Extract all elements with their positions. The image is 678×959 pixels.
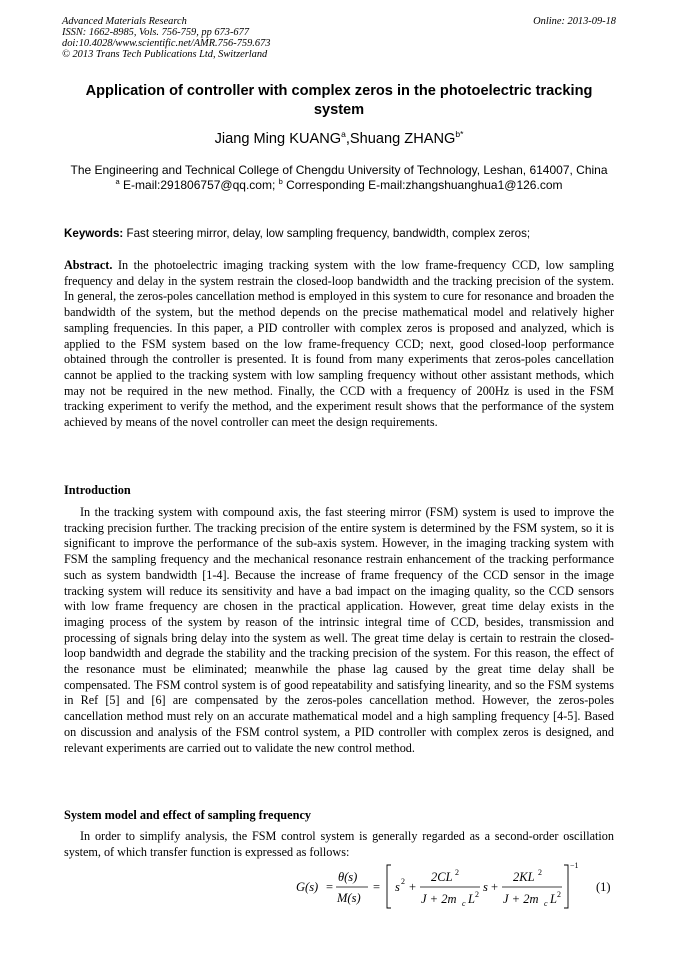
eq-den-2-sub: c bbox=[462, 899, 466, 908]
journal-name: Advanced Materials Research bbox=[62, 16, 187, 27]
author-1-affil-mark: a bbox=[341, 129, 346, 139]
eq-den-3-exp: 2 bbox=[557, 890, 561, 899]
copyright-line: © 2013 Trans Tech Publications Ltd, Switzerland bbox=[62, 49, 268, 60]
online-date: Online: 2013-09-18 bbox=[533, 16, 616, 27]
author-2: Shuang ZHANG bbox=[349, 131, 456, 147]
author-line bbox=[70, 130, 608, 148]
eq-s-squared: 2 bbox=[401, 877, 405, 886]
eq-s-term: s bbox=[483, 880, 488, 894]
author-separator: , bbox=[345, 131, 350, 147]
eq-equals-1: = bbox=[326, 880, 334, 894]
eq-left-bracket bbox=[387, 865, 391, 908]
email-line bbox=[64, 178, 614, 193]
eq-den-2-exp: 2 bbox=[475, 890, 479, 899]
introduction-paragraph: In the tracking system with compound axis, the fast steering mirror (FSM) system is used to improve the tracking precision further. The tracking precision of the entire system is determined by the FSM system, so it is significant to improve the performance of the sub-axis system. However, in the imaging tracking system with FSM the sampling frequency and the mechanical resonance restrain enhancement of the tracking performance such as system bandwidth [1-4]. Because the increase of frame frequency of the CCD sensor in the image tracking system will reduce its sensitivity and have a bad impact on the imaging quality, so the CCD sensors with low frame frequency are chosen in the practical application. However, great time delay exists in the imaging process of the system by reason of the intrinsic integral time of CCD, besides, transmission and processing of signals bring delay into the system as well. The great time delay is certain to restrain the closed-loop bandwidth and degrade the stability and the tracking precision of the system. For this reason, the effect of the resonance must be eliminated; meanwhile the phase lag caused by the great time delay shall be compensated. The FSM control system is of good repeatability and satisfying linearity, and so the FSM systems in Ref [5] and [6] are compensated by the zeros-poles cancellation method. However, the zeros-poles cancellation method must rely on an accurate mathematical model and a high sampling frequency [4-5]. Based on discussion and analysis of the FSM control system, a PID controller with complex zeros is designed, and relevant experiments are carried out to validate the new control method. bbox=[64, 505, 614, 755]
eq-den-2-base: J + 2m bbox=[421, 892, 457, 906]
abstract-text: In the photoelectric imaging tracking system with the low frame-frequency CCD, low sampling frequency and delay in the system restrain the closed-loop bandwidth and the tracking precision of the system. In general, the zeros-poles cancellation method is employed in this system to cure for resonance and broaden the bandwidth of the system, but the method depends on the precise mathematical model and relatively higher sampling frequencies. In this paper, a PID controller with complex zeros is proposed and analyzed, which is applied to the FSM system based on the low frame-frequency CCD; next, good closed-loop performance obtained through the controller is presented. It is found from many experiments that zeros-poles cancellation cannot be applied to the tracking system with low sampling frequency without other assistant methods, which may not be required in the new method. Finally, the CCD with a frequency of 200Hz is used in the FSM tracking experiment to verify the method, and the experiment result shows that the performance of the system achieved by means of the novel controller can meet the design requirements. bbox=[64, 258, 614, 430]
paper-title: Application of controller with complex zeros in the photoelectric tracking system bbox=[85, 83, 593, 118]
abstract bbox=[64, 258, 614, 431]
section-heading-system-model: System model and effect of sampling frequency bbox=[64, 808, 312, 822]
email-mark-b: b bbox=[278, 176, 283, 186]
eq-number: (1) bbox=[596, 880, 611, 894]
affiliation-block bbox=[64, 163, 614, 192]
keywords-label: Keywords: bbox=[64, 227, 124, 240]
eq-plus-1: + bbox=[409, 880, 417, 894]
eq-num-2kl-exp: 2 bbox=[538, 868, 542, 877]
email-b: Corresponding E-mail:zhangshuanghua1@126.com bbox=[282, 177, 563, 192]
email-a: E-mail:291806757@qq.com; bbox=[119, 177, 279, 192]
eq-den-3-l: L bbox=[550, 892, 557, 906]
keywords bbox=[64, 227, 614, 241]
eq-power: −1 bbox=[570, 861, 579, 870]
eq-lhs: G(s) bbox=[296, 880, 319, 894]
eq-num-theta: θ(s) bbox=[338, 870, 358, 884]
eq-den-m: M(s) bbox=[337, 891, 361, 905]
eq-num-2cl: 2CL bbox=[431, 870, 453, 884]
affiliation: The Engineering and Technical College of Chengdu University of Technology, Leshan, 614007, China bbox=[70, 163, 608, 177]
eq-equals-2: = bbox=[373, 880, 381, 894]
issn-line: ISSN: 1662-8985, Vols. 756-759, pp 673-677 bbox=[62, 27, 250, 38]
doi-line: doi:10.4028/www.scientific.net/AMR.756-759.673 bbox=[62, 38, 271, 49]
eq-right-bracket bbox=[564, 865, 568, 908]
author-1: Jiang Ming KUANG bbox=[214, 131, 342, 147]
eq-s: s bbox=[395, 880, 400, 894]
equation-svg bbox=[296, 862, 616, 914]
eq-num-2cl-exp: 2 bbox=[455, 868, 459, 877]
section-heading-introduction: Introduction bbox=[64, 483, 131, 497]
journal-header bbox=[62, 16, 616, 60]
eq-den-3-sub: c bbox=[544, 899, 548, 908]
abstract-label: Abstract. bbox=[64, 258, 113, 272]
email-mark-a: a bbox=[115, 176, 120, 186]
eq-den-2-l: L bbox=[468, 892, 475, 906]
eq-num-2kl: 2KL bbox=[513, 870, 535, 884]
eq-den-3-base: J + 2m bbox=[503, 892, 539, 906]
system-model-paragraph: In order to simplify analysis, the FSM control system is generally regarded as a second-order oscillation system, of which transfer function is expressed as follows: bbox=[64, 829, 614, 859]
equation-1 bbox=[296, 862, 616, 914]
author-2-affil-mark: b* bbox=[455, 129, 464, 139]
eq-plus-2: + bbox=[491, 880, 499, 894]
keywords-text: Fast steering mirror, delay, low sampling frequency, bandwidth, complex zeros; bbox=[123, 227, 531, 240]
